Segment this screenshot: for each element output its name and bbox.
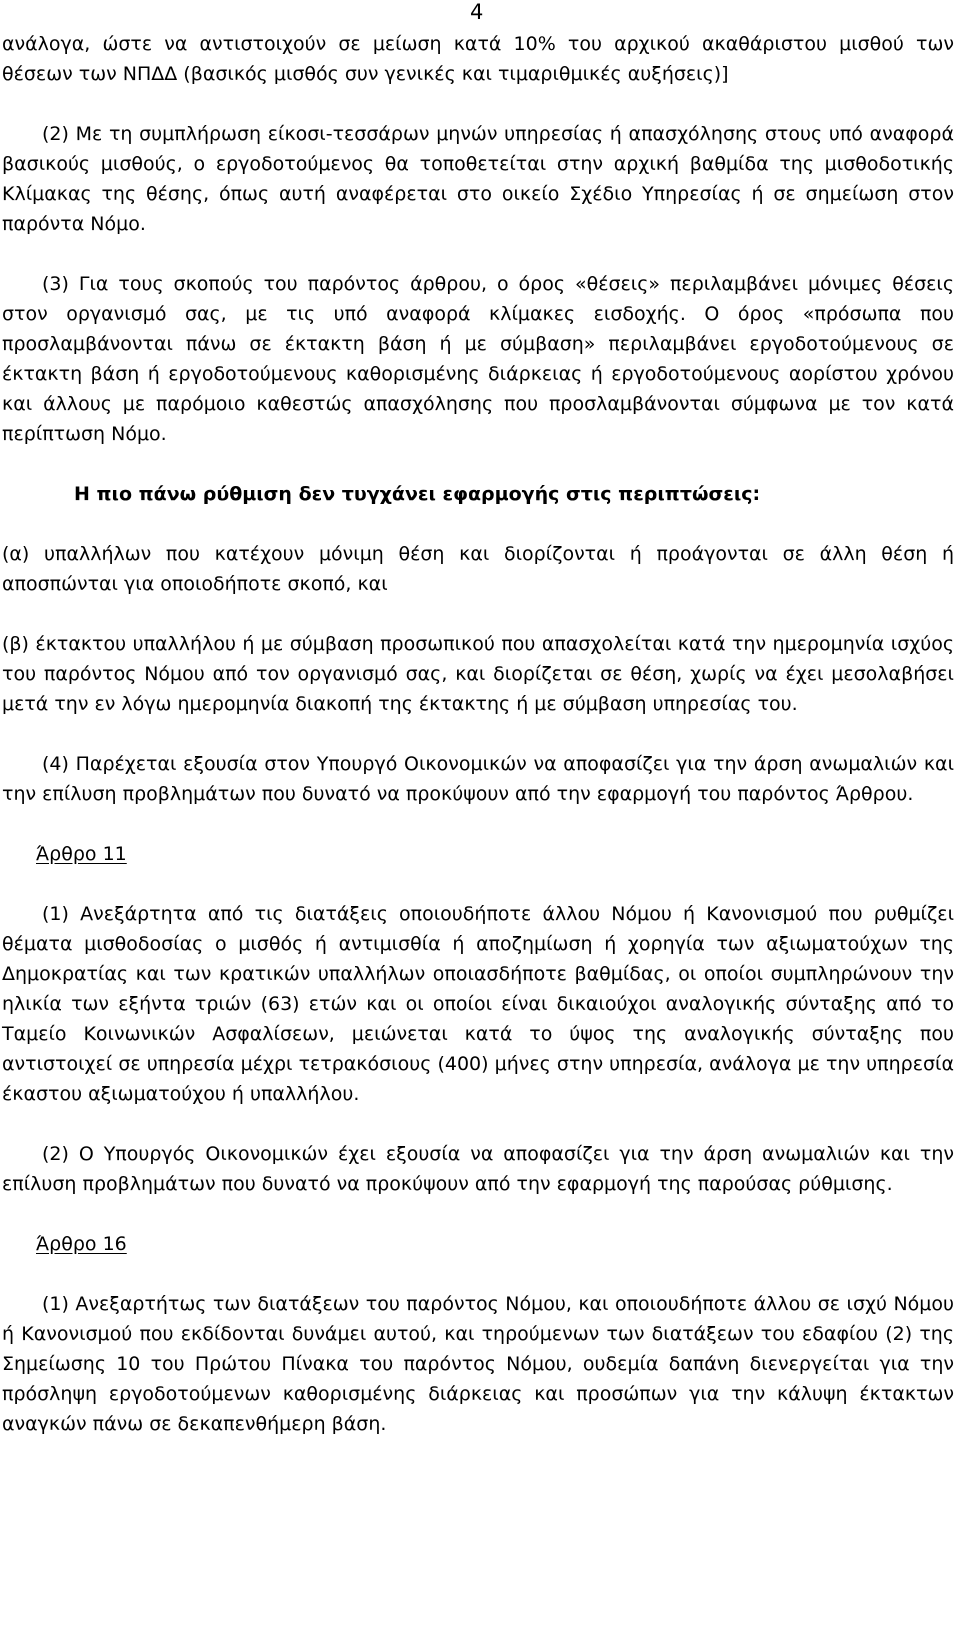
article-11-title: Άρθρο 11 bbox=[36, 843, 127, 865]
article-11-paragraph-1: (1) Ανεξάρτητα από τις διατάξεις οποιουδήποτε άλλου Νόμου ή Κανονισμού που ρυθμίζει θέματα μισθοδοσίας ο μισθός ή αντιμισθία ή αποζημίωση ή χορηγία των αξιωματούχων της Δημοκρατίας και των κρατικών υπαλλήλων οποιασδήποτε βαθμίδας, οι οποίοι συμπληρώνουν την ηλικία των εξήντα τριών (63) ετών και οι οποίοι είναι δικαιούχοι αναλογικής σύνταξης από το Ταμείο Κοινωνικών Ασφαλίσεων, μειώνεται κατά το ύψος της αναλογικής σύνταξης που αντιστοιχεί σε υπηρεσία μέχρι τετρακόσιους (400) μήνες στην υπηρεσία, ανάλογα με την υπηρεσία έκαστου αξιωματούχου ή υπαλλήλου. bbox=[2, 903, 954, 1105]
paragraph-3: (3) Για τους σκοπούς του παρόντος άρθρου, ο όρος «θέσεις» περιλαμβάνει μόνιμες θέσεις στον οργανισμό σας, με τις υπό αναφορά κλίμακες εισδοχής. Ο όρος «πρόσωπα που προσλαμβάνονται πάνω σε έκτακτη βάση ή με σύμβαση» περιλαμβάνει εργοδοτούμενους σε έκτακτη βάση ή εργοδοτούμενους καθορισμένης διάρκειας ή εργοδοτούμενους αορίστου χρόνου και άλλους με παρόμοιο καθεστώς απασχόλησης που προσλαμβάνονται σύμφωνα με τον κατά περίπτωση Νόμο. bbox=[2, 273, 954, 445]
exceptions-heading: Η πιο πάνω ρύθμιση δεν τυγχάνει εφαρμογής στις περιπτώσεις: bbox=[74, 483, 761, 505]
paragraph-4: (4) Παρέχεται εξουσία στον Υπουργό Οικονομικών να αποφασίζει για την άρση ανωμαλιών και την επίλυση προβλημάτων που δυνατό να προκύψουν από την εφαρμογή του παρόντος Άρθρου. bbox=[2, 753, 954, 805]
article-11-paragraph-2: (2) Ο Υπουργός Οικονομικών έχει εξουσία να αποφασίζει για την άρση ανωμαλιών και την επίλυση προβλημάτων που δυνατό να προκύψουν από την εφαρμογή της παρούσας ρύθμισης. bbox=[2, 1143, 954, 1195]
page-number: 4 bbox=[470, 0, 484, 24]
document-body bbox=[2, 29, 954, 1439]
exception-b: (β) έκτακτου υπαλλήλου ή με σύμβαση προσωπικού που απασχολείται κατά την ημερομηνία ισχύος του παρόντος Νόμου από τον οργανισμό σας, και διορίζεται σε θέση, χωρίς να έχει μεσολαβήσει μετά την εν λόγω ημερομηνία διακοπή της έκτακτης ή με σύμβαση υπηρεσίας του. bbox=[2, 633, 954, 715]
paragraph-continuation: ανάλογα, ώστε να αντιστοιχούν σε μείωση κατά 10% του αρχικού ακαθάριστου μισθού των θέσεων των ΝΠΔΔ (βασικός μισθός συν γενικές και τιμαριθμικές αυξήσεις)] bbox=[2, 33, 954, 85]
article-16-paragraph-1: (1) Ανεξαρτήτως των διατάξεων του παρόντος Νόμου, και οποιουδήποτε άλλου σε ισχύ Νόμου ή Κανονισμού που εκδίδονται δυνάμει αυτού, και τηρούμενων των διατάξεων του εδαφίου (2) της Σημείωσης 10 του Πρώτου Πίνακα του παρόντος Νόμου, ουδεμία δαπάνη διενεργείται για την πρόσληψη εργοδοτούμενων καθορισμένης διάρκειας και προσώπων για την κάλυψη έκτακτων αναγκών πάνω σε δεκαπενθήμερη βάση. bbox=[2, 1293, 954, 1435]
article-16-title: Άρθρο 16 bbox=[36, 1233, 127, 1255]
paragraph-2: (2) Με τη συμπλήρωση είκοσι-τεσσάρων μηνών υπηρεσίας ή απασχόλησης στους υπό αναφορά βασικούς μισθούς, ο εργοδοτούμενος θα τοποθετείται στην αρχική βαθμίδα της μισθοδοτικής Κλίμακας της θέσης, όπως αυτή αναφέρεται στο οικείο Σχέδιο Υπηρεσίας ή σε σημείωση στον παρόντα Νόμο. bbox=[2, 123, 954, 235]
exception-a: (α) υπαλλήλων που κατέχουν μόνιμη θέση και διορίζονται ή προάγονται σε άλλη θέση ή αποσπώνται για οποιοδήποτε σκοπό, και bbox=[2, 543, 954, 595]
